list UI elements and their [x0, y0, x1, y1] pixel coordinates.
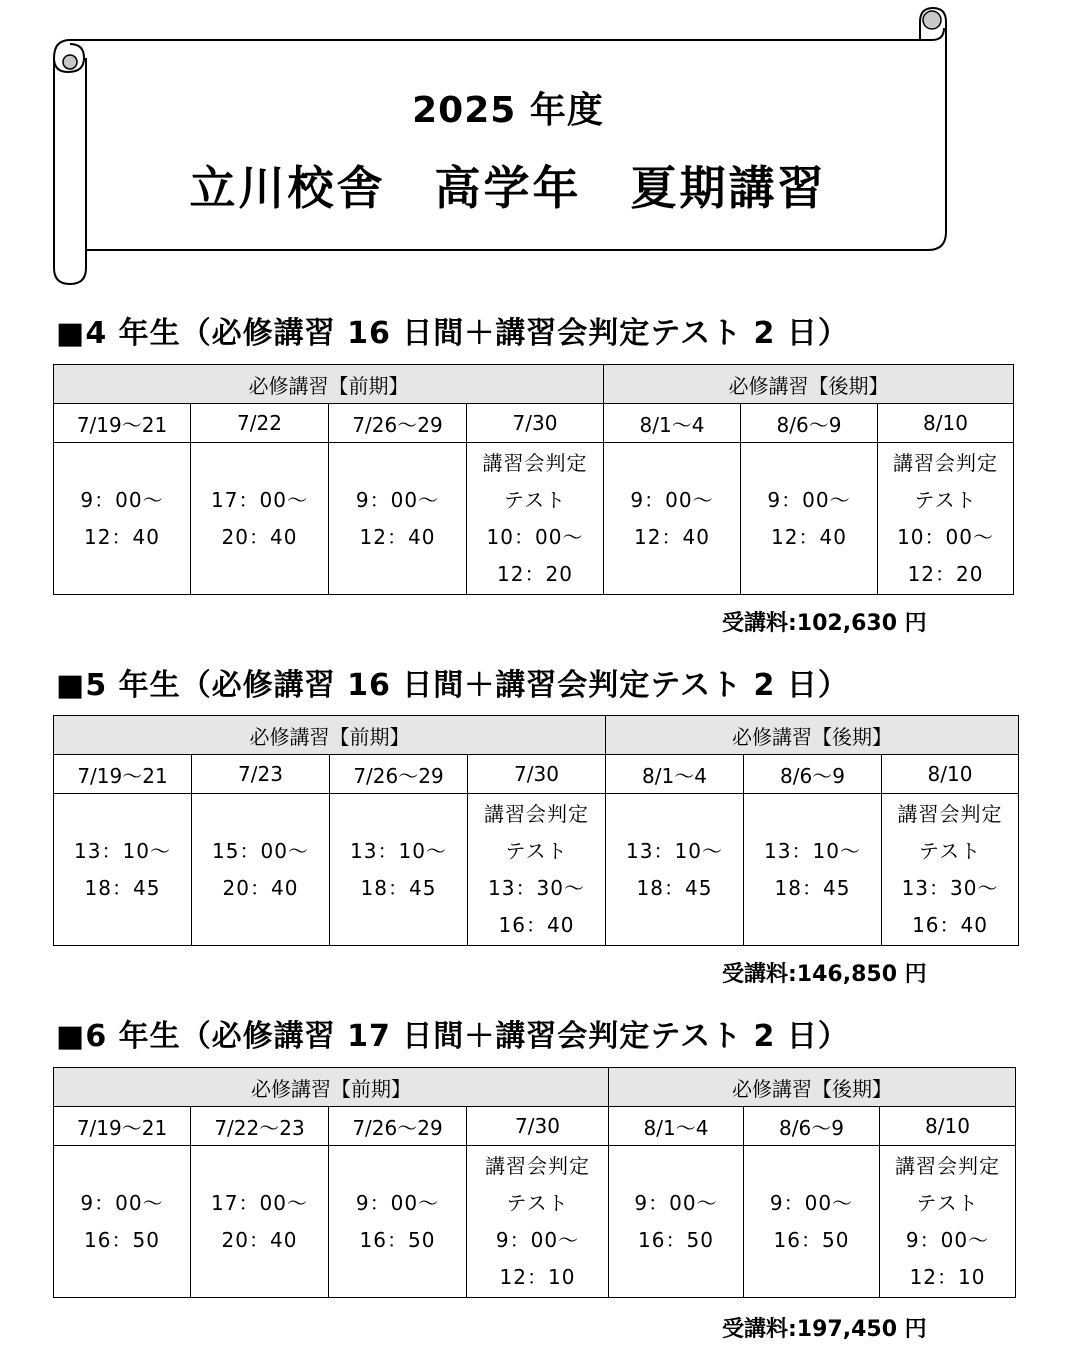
time-cell: [54, 443, 191, 595]
time-start: 13：10～: [764, 838, 861, 863]
time-cell: [191, 1146, 329, 1298]
time-start: 13：10～: [350, 838, 447, 863]
test-label: 講習会判定: [895, 1153, 1001, 1178]
time-end: 12：20: [907, 561, 984, 586]
time-cell: [54, 794, 192, 946]
date-cell: 8/6～9: [741, 404, 878, 443]
time-cell: [329, 1146, 467, 1298]
time-cell: [744, 1146, 880, 1298]
time-end: 18：45: [360, 875, 437, 900]
time-end: 20：40: [222, 875, 299, 900]
time-end: 16：40: [912, 912, 988, 937]
time-start: 13：10～: [74, 838, 171, 863]
scroll-banner-graphic: [0, 0, 1071, 290]
time-start: 10：00～: [897, 524, 994, 549]
time-start: 9：00～: [495, 1227, 580, 1252]
test-time-cell: [880, 1146, 1016, 1298]
time-start: 13：30～: [488, 875, 585, 900]
date-cell: 7/22～23: [191, 1107, 329, 1146]
test-label: テスト: [918, 838, 982, 863]
test-time-cell: [467, 443, 604, 595]
time-cell: [606, 794, 744, 946]
title-main: 立川校舎 高学年 夏期講習: [189, 161, 827, 215]
grade4-schedule-table: [53, 364, 1014, 595]
time-end: 12：10: [909, 1264, 986, 1289]
time-end: 16：50: [773, 1227, 850, 1252]
time-end: 18：45: [84, 875, 161, 900]
time-end: 16：40: [498, 912, 575, 937]
date-cell: 8/10: [880, 1107, 1016, 1146]
date-cell: 8/10: [878, 404, 1014, 443]
date-cell: 8/6～9: [744, 1107, 880, 1146]
date-cell: 8/1～4: [606, 755, 744, 794]
phase-late-header: 必修講習【後期】: [604, 365, 1014, 404]
time-cell: [192, 794, 330, 946]
date-cell: 7/26～29: [329, 1107, 467, 1146]
time-cell: [330, 794, 468, 946]
date-cell: 7/23: [192, 755, 330, 794]
time-cell: [609, 1146, 744, 1298]
time-end: 18：45: [774, 875, 851, 900]
grade5-schedule-table: [53, 715, 1019, 946]
grade4-fee: 受講料:102,630 円: [722, 611, 927, 636]
phase-early-header: 必修講習【前期】: [54, 716, 606, 755]
test-label: テスト: [503, 487, 567, 512]
time-end: 12：40: [771, 524, 847, 549]
test-time-cell: [468, 794, 606, 946]
time-end: 16：50: [84, 1227, 160, 1252]
time-cell: [191, 443, 329, 595]
time-start: 9：00～: [767, 487, 851, 512]
date-cell: 7/22: [191, 404, 329, 443]
time-end: 12：20: [497, 561, 573, 586]
test-label: テスト: [916, 1190, 979, 1215]
test-label: テスト: [506, 1190, 569, 1215]
test-label: テスト: [505, 838, 568, 863]
grade4-heading: ■4 年生（必修講習 16 日間＋講習会判定テスト 2 日）: [56, 316, 849, 351]
time-start: 9：00～: [80, 1190, 164, 1215]
date-cell: 7/26～29: [329, 404, 467, 443]
time-start: 9：00～: [769, 1190, 854, 1215]
test-label: テスト: [914, 487, 977, 512]
test-label: 講習会判定: [482, 450, 588, 475]
time-start: 10：00～: [486, 524, 584, 549]
grade6-heading: ■6 年生（必修講習 17 日間＋講習会判定テスト 2 日）: [56, 1019, 849, 1054]
date-cell: 7/30: [468, 755, 606, 794]
test-label: 講習会判定: [484, 801, 589, 826]
date-cell: 7/19～21: [54, 1107, 191, 1146]
grade6-fee: 受講料:197,450 円: [722, 1317, 927, 1342]
date-cell: 7/30: [467, 1107, 609, 1146]
test-label: 講習会判定: [893, 450, 999, 475]
time-start: 9：00～: [630, 487, 714, 512]
time-end: 12：40: [634, 524, 710, 549]
test-time-cell: [467, 1146, 609, 1298]
test-label: 講習会判定: [897, 801, 1003, 826]
date-cell: 8/6～9: [744, 755, 882, 794]
time-start: 15：00～: [212, 838, 309, 863]
phase-early-header: 必修講習【前期】: [54, 1068, 609, 1107]
time-cell: [744, 794, 882, 946]
title-banner: [0, 0, 1071, 290]
time-cell: [329, 443, 467, 595]
time-start: 9：00～: [355, 1190, 440, 1215]
date-cell: 7/19～21: [54, 755, 192, 794]
phase-late-header: 必修講習【後期】: [609, 1068, 1016, 1107]
title-year: 2025 年度: [412, 90, 604, 131]
time-end: 20：40: [221, 1227, 298, 1252]
time-cell: [604, 443, 741, 595]
time-start: 9：00～: [905, 1227, 990, 1252]
test-time-cell: [882, 794, 1019, 946]
time-end: 12：40: [359, 524, 436, 549]
time-start: 13：10～: [626, 838, 723, 863]
time-start: 13：30～: [901, 875, 999, 900]
test-time-cell: [878, 443, 1014, 595]
time-start: 9：00～: [634, 1190, 718, 1215]
date-cell: 8/1～4: [609, 1107, 744, 1146]
time-start: 9：00～: [355, 487, 440, 512]
date-cell: 7/26～29: [330, 755, 468, 794]
time-end: 12：40: [84, 524, 160, 549]
time-end: 16：50: [359, 1227, 436, 1252]
time-end: 18：45: [636, 875, 713, 900]
test-label: 講習会判定: [485, 1153, 590, 1178]
phase-late-header: 必修講習【後期】: [606, 716, 1019, 755]
date-cell: 7/30: [467, 404, 604, 443]
time-start: 17：00～: [211, 1190, 308, 1215]
grade6-schedule-table: [53, 1067, 1016, 1298]
date-cell: 8/1～4: [604, 404, 741, 443]
grade5-fee: 受講料:146,850 円: [722, 962, 927, 987]
time-end: 12：10: [499, 1264, 576, 1289]
time-cell: [741, 443, 878, 595]
date-cell: 8/10: [882, 755, 1019, 794]
time-start: 9：00～: [80, 487, 164, 512]
time-cell: [54, 1146, 191, 1298]
time-end: 20：40: [221, 524, 298, 549]
date-cell: 7/19～21: [54, 404, 191, 443]
grade5-heading: ■5 年生（必修講習 16 日間＋講習会判定テスト 2 日）: [56, 668, 849, 703]
time-start: 17：00～: [211, 487, 308, 512]
time-end: 16：50: [638, 1227, 714, 1252]
phase-early-header: 必修講習【前期】: [54, 365, 604, 404]
